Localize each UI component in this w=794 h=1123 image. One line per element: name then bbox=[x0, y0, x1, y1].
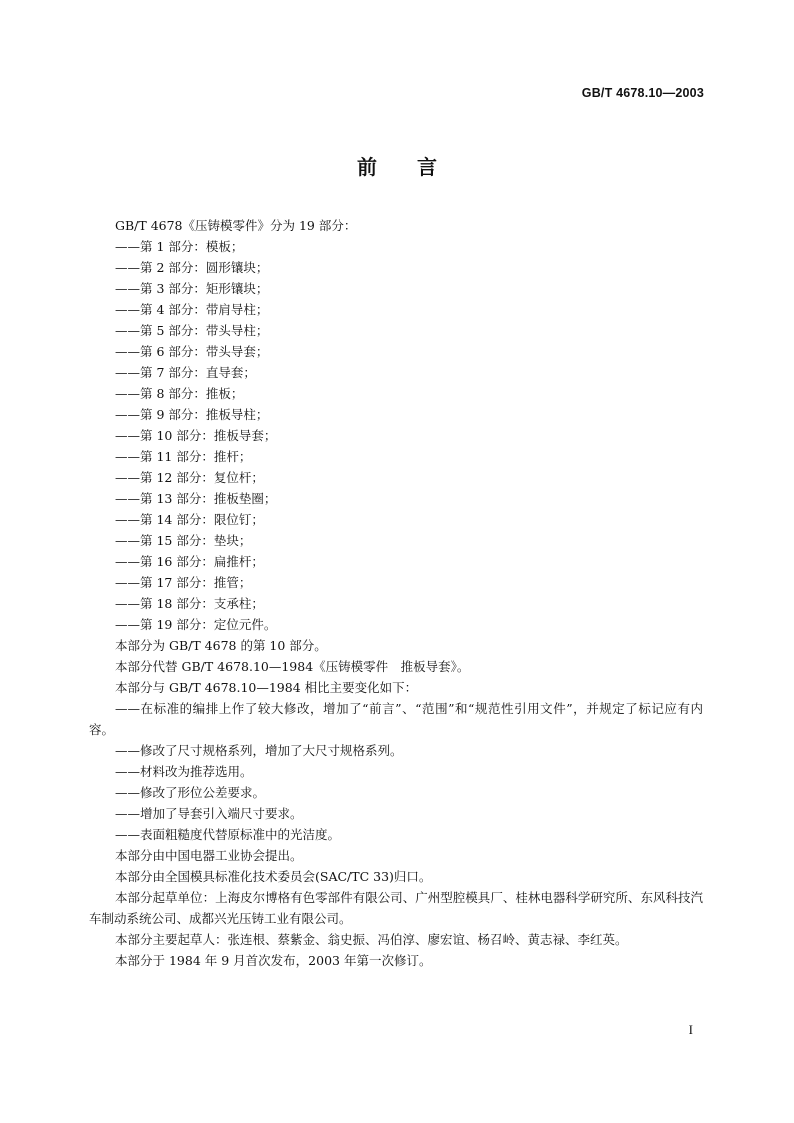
change-list-item: ——修改了尺寸规格系列，增加了大尺寸规格系列。 bbox=[115, 743, 403, 758]
part-list-item: ——第 18 部分：支承柱； bbox=[115, 596, 264, 611]
history-paragraph: 本部分于 1984 年 9 月首次发布，2003 年第一次修订。 bbox=[115, 953, 432, 968]
change-list-item: ——表面粗糙度代替原标准中的光洁度。 bbox=[115, 827, 341, 842]
part-list-item: ——第 16 部分：扁推杆； bbox=[115, 554, 264, 569]
part-list-item: ——第 8 部分：推板； bbox=[115, 386, 244, 401]
part-list-item: ——第 3 部分：矩形镶块； bbox=[115, 281, 269, 296]
part-list-item: ——第 11 部分：推杆； bbox=[115, 449, 252, 464]
part-list-item: ——第 10 部分：推板导套； bbox=[115, 428, 277, 443]
part-list-item: ——第 17 部分：推管； bbox=[115, 575, 252, 590]
part-list-item: ——第 14 部分：限位钉； bbox=[115, 512, 264, 527]
part-list-item: ——第 12 部分：复位杆； bbox=[115, 470, 264, 485]
change-list-item: ——材料改为推荐选用。 bbox=[115, 764, 253, 779]
replaces-paragraph: 本部分代替 GB/T 4678.10—1984《压铸模零件 推板导套》。 bbox=[115, 659, 470, 674]
part-list-item: ——第 5 部分：带头导柱； bbox=[115, 323, 269, 338]
drafting-units-paragraph: 本部分起草单位：上海皮尔博格有色零部件有限公司、广州型腔模具厂、桂林电器科学研究所、东风科技汽车制动系统公司、成都兴光压铸工业有限公司。 bbox=[89, 890, 703, 926]
change-list-item: ——在标准的编排上作了较大修改，增加了“前言”、“范围”和“规范性引用文件”，并规定了标记应有内容。 bbox=[89, 701, 703, 737]
drafters-paragraph: 本部分主要起草人：张连根、蔡紫金、翁史振、冯伯淳、廖宏谊、杨召岭、黄志禄、李红英。 bbox=[115, 932, 628, 947]
part-list-item: ——第 19 部分：定位元件。 bbox=[115, 617, 277, 632]
part-list-item: ——第 9 部分：推板导柱； bbox=[115, 407, 269, 422]
foreword-body bbox=[89, 215, 703, 971]
page-number: I bbox=[688, 1022, 693, 1037]
page-title: 前言 bbox=[357, 155, 477, 179]
part-list-item: ——第 6 部分：带头导套； bbox=[115, 344, 269, 359]
part-list-item: ——第 15 部分：垫块； bbox=[115, 533, 252, 548]
part-list-item: ——第 2 部分：圆形镶块； bbox=[115, 260, 269, 275]
change-list-item: ——修改了形位公差要求。 bbox=[115, 785, 266, 800]
part-list-item: ——第 7 部分：直导套； bbox=[115, 365, 256, 380]
part-list-item: ——第 1 部分：模板； bbox=[115, 239, 244, 254]
change-list-item: ——增加了导套引入端尺寸要求。 bbox=[115, 806, 303, 821]
jurisdiction-paragraph: 本部分由全国模具标准化技术委员会(SAC/TC 33)归口。 bbox=[115, 869, 432, 884]
intro-paragraph: GB/T 4678《压铸模零件》分为 19 部分： bbox=[115, 218, 357, 233]
standard-code: GB/T 4678.10—2003 bbox=[581, 86, 704, 100]
part-list-item: ——第 4 部分：带肩导柱； bbox=[115, 302, 269, 317]
this-part-paragraph: 本部分为 GB/T 4678 的第 10 部分。 bbox=[115, 638, 327, 653]
proposed-by-paragraph: 本部分由中国电器工业协会提出。 bbox=[115, 848, 303, 863]
part-list-item: ——第 13 部分：推板垫圈； bbox=[115, 491, 277, 506]
changes-intro-paragraph: 本部分与 GB/T 4678.10—1984 相比主要变化如下： bbox=[115, 680, 418, 695]
